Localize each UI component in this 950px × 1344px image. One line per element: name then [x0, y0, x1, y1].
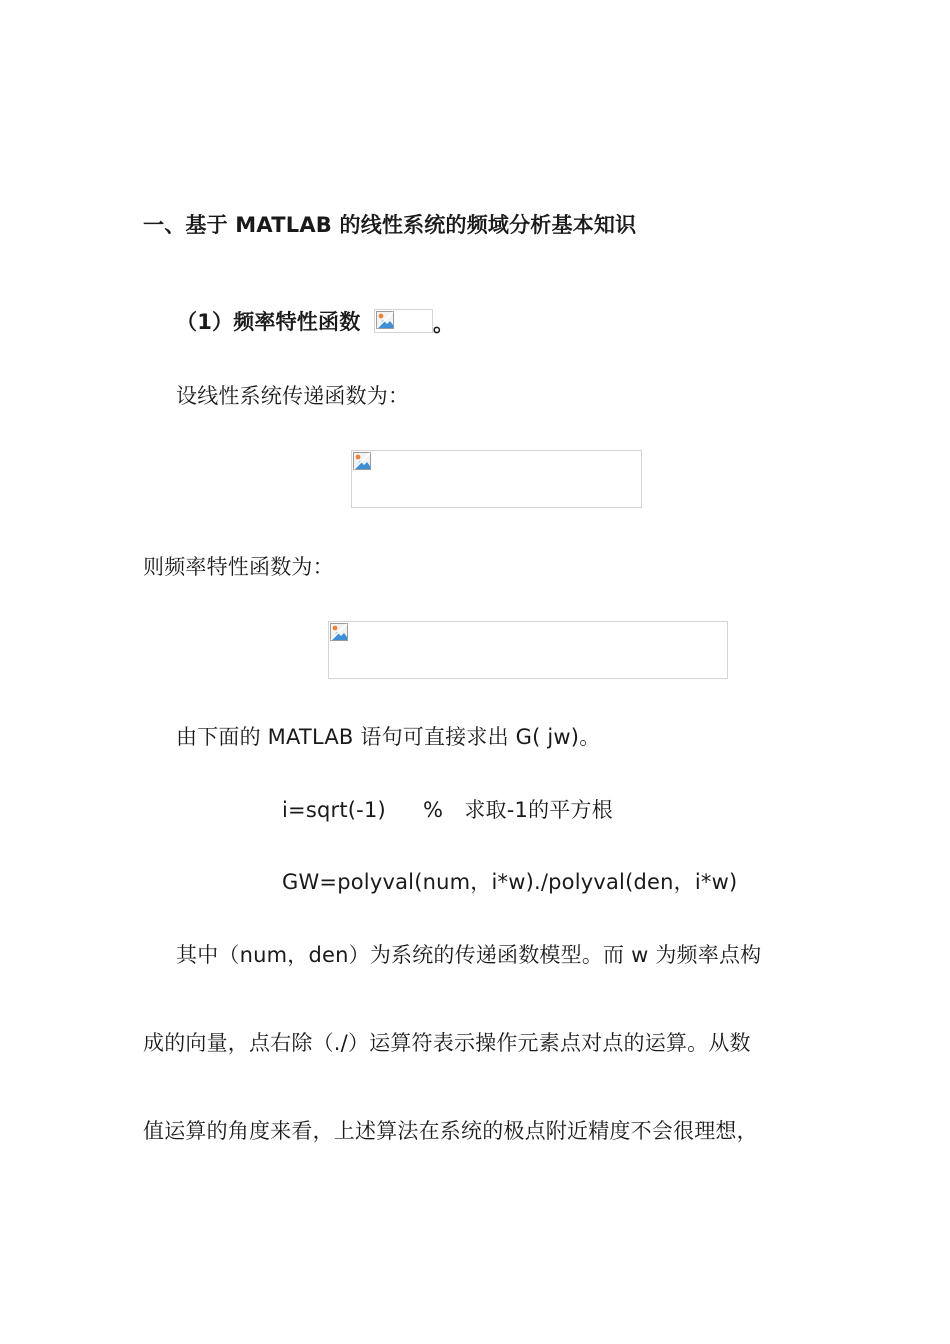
subsection-suffix: 。: [433, 312, 455, 336]
section-title: 一、基于 MATLAB 的线性系统的频域分析基本知识: [143, 213, 637, 237]
inline-formula-image: [374, 309, 433, 333]
matlab-paragraph: 由下面的 MATLAB 语句可直接求出 G( jw)。: [176, 725, 601, 749]
transfer-function-image: [351, 450, 642, 508]
broken-image-icon: [376, 311, 394, 329]
broken-image-icon: [353, 452, 371, 470]
code-line-1: i=sqrt(-1): [282, 798, 386, 822]
explain-line-2: 成的向量，点右除（./）运算符表示操作元素点对点的运算。从数: [143, 1031, 751, 1055]
freq-paragraph: 则频率特性函数为：: [143, 555, 334, 579]
explain-line-3: 值运算的角度来看，上述算法在系统的极点附近精度不会很理想，: [143, 1119, 758, 1143]
code-comment-1: % 求取-1的平方根: [423, 798, 613, 822]
intro-paragraph: 设线性系统传递函数为：: [176, 384, 410, 408]
subsection-heading: [176, 308, 360, 336]
broken-image-icon: [330, 623, 348, 641]
explain-line-1: 其中（num，den）为系统的传递函数模型。而 w 为频率点构: [176, 943, 762, 967]
subsection-label: （1）频率特性函数: [176, 310, 361, 334]
code-line-2: GW=polyval(num，i*w)./polyval(den，i*w): [282, 870, 738, 894]
frequency-function-image: [328, 621, 728, 679]
